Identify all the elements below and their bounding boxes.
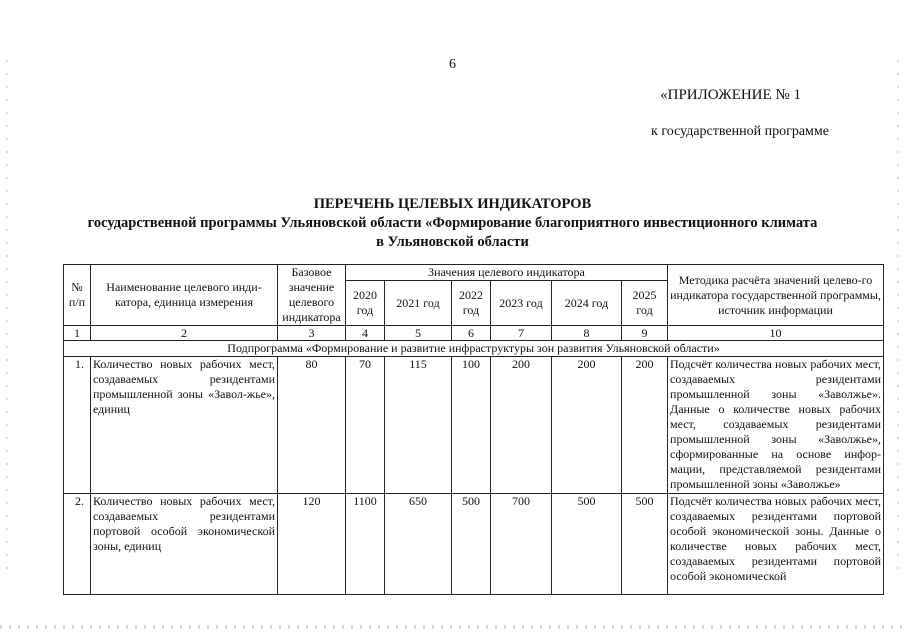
title-line-3: в Ульяновской области bbox=[376, 234, 529, 250]
base-value: 80 bbox=[278, 357, 346, 494]
header-year: 2025 год bbox=[622, 281, 668, 326]
column-number: 9 bbox=[622, 326, 668, 341]
value-2020: 1100 bbox=[346, 494, 385, 595]
header-method: Методика расчёта значений целево-го индикатора государственной программы, источник информации bbox=[668, 265, 884, 326]
column-number: 7 bbox=[491, 326, 552, 341]
appendix-title: «ПРИЛОЖЕНИЕ № 1 bbox=[660, 87, 801, 103]
header-year: 2021 год bbox=[385, 281, 452, 326]
column-number-row bbox=[64, 326, 884, 341]
header-year: 2023 год bbox=[491, 281, 552, 326]
value-2021: 650 bbox=[385, 494, 452, 595]
title-line-2: государственной программы Ульяновской области «Формирование благоприятного инвестиционного климата bbox=[87, 215, 818, 231]
value-2025: 500 bbox=[622, 494, 668, 595]
value-2023: 700 bbox=[491, 494, 552, 595]
scan-edge-right bbox=[897, 60, 899, 580]
indicators-table bbox=[63, 264, 884, 595]
column-number: 3 bbox=[278, 326, 346, 341]
value-2023: 200 bbox=[491, 357, 552, 494]
column-number: 5 bbox=[385, 326, 452, 341]
header-year: 2024 год bbox=[552, 281, 622, 326]
method-text: Подсчёт количества новых рабочих мест, создаваемых резидентами промышленной зоны «Заволжье». Данные о количестве новых рабочих мест, создаваемых резидентами промышленной зоны «Заволжье», сформированные на основе инфор-мации, представляемой резидентами промышленной зоны «Заволжье» bbox=[668, 357, 884, 494]
header-row-1 bbox=[64, 265, 884, 281]
appendix-subtitle: к государственной программе bbox=[651, 124, 829, 139]
header-values-group: Значения целевого индикатора bbox=[346, 265, 668, 281]
table-row bbox=[64, 494, 884, 595]
indicator-name: Количество новых рабочих мест, создаваемых резидентами портовой особой экономической зоны, единиц bbox=[91, 494, 278, 595]
subprogram-title: Подпрограмма «Формирование и развитие инфраструктуры зон развития Ульяновской области» bbox=[64, 341, 884, 357]
scan-noise-strip bbox=[0, 625, 905, 629]
section-row bbox=[64, 341, 884, 357]
table-row bbox=[64, 357, 884, 494]
base-value: 120 bbox=[278, 494, 346, 595]
page-number: 6 bbox=[449, 57, 456, 72]
value-2022: 100 bbox=[452, 357, 491, 494]
value-2024: 500 bbox=[552, 494, 622, 595]
header-num: № п/п bbox=[64, 265, 91, 326]
indicator-name: Количество новых рабочих мест, создаваемых резидентами промышленной зоны «Завол-жье», единиц bbox=[91, 357, 278, 494]
document-title bbox=[0, 195, 905, 252]
column-number: 6 bbox=[452, 326, 491, 341]
title-line-1: ПЕРЕЧЕНЬ ЦЕЛЕВЫХ ИНДИКАТОРОВ bbox=[313, 196, 592, 212]
column-number: 10 bbox=[668, 326, 884, 341]
method-text: Подсчёт количества новых рабочих мест, создаваемых резидентами портовой особой экономической зоны. Данные о количестве новых рабочих мест, создаваемых резидентами портовой особой экономической bbox=[668, 494, 884, 595]
header-year: 2020 год bbox=[346, 281, 385, 326]
row-number: 1. bbox=[64, 357, 91, 494]
value-2022: 500 bbox=[452, 494, 491, 595]
scan-edge-left bbox=[6, 60, 8, 580]
column-number: 4 bbox=[346, 326, 385, 341]
value-2020: 70 bbox=[346, 357, 385, 494]
header-name: Наименование целевого инди-катора, единица измерения bbox=[91, 265, 278, 326]
column-number: 2 bbox=[91, 326, 278, 341]
value-2024: 200 bbox=[552, 357, 622, 494]
header-year: 2022 год bbox=[452, 281, 491, 326]
column-number: 8 bbox=[552, 326, 622, 341]
row-number: 2. bbox=[64, 494, 91, 595]
column-number: 1 bbox=[64, 326, 91, 341]
value-2021: 115 bbox=[385, 357, 452, 494]
value-2025: 200 bbox=[622, 357, 668, 494]
header-base: Базовое значение целевого индикатора bbox=[278, 265, 346, 326]
